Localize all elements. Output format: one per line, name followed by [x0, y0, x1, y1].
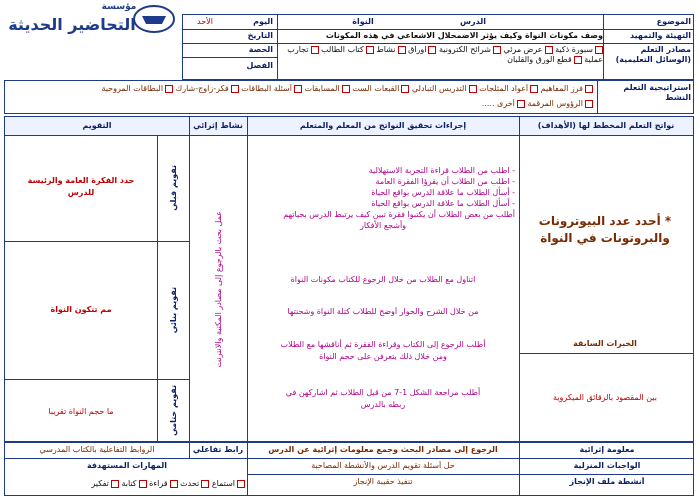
assessment-text-formative: مم تتكون النواة [50, 305, 112, 314]
strategy-list-2 [9, 99, 593, 111]
prior-text: بين المقصود بالرقائق الميكروية [553, 393, 657, 402]
procedure-block-3: من خلال الشرح والحوار أوضح للطلاب كتلة النواة وشحنتها [287, 307, 479, 316]
procedural-text: الرجوع إلى مصادر البحث وجمع معلومات إثرائية عن الدرس [268, 445, 498, 454]
day-label: اليوم [253, 17, 273, 26]
skill-item[interactable]: استماع [212, 479, 245, 488]
interactive-text[interactable]: الروابط التفاعلية بالكتاب المدرسي [39, 445, 155, 454]
procedure-line: ربطه بالدرس [360, 400, 406, 409]
resource-list [283, 45, 603, 67]
resource-item[interactable]: شرائح الكترونية [439, 45, 501, 54]
outcome-main: * أحدد عدد البيوترونات والبروتونات في النواة [538, 214, 672, 245]
procedure-line: أطلب الرجوع إلى الكتاب وقراءة الفقرة ثم أناقشها مع الطلاب [280, 340, 486, 349]
col-header-outcomes: نواتج التعلم المخطط لها (الأهداف) [519, 117, 693, 135]
strategy-item[interactable]: القبعات الست [352, 84, 409, 93]
intro-label: التهيئة والتمهيد [630, 31, 691, 40]
main-table [4, 116, 694, 442]
interactive-label: رابط تفاعلي [192, 445, 244, 454]
strategy-item[interactable]: البطاقات المروحية [101, 84, 173, 93]
skills-list [9, 479, 245, 491]
resource-item[interactable]: نشاط [376, 45, 405, 54]
resources-label: مصادر التعلم (الوسائل التعليمية) [615, 45, 691, 64]
class-label: الفصل [246, 61, 273, 70]
procedure-line: أطلب من بعض الطلاب أن يكتبوا فقرة تبين كيف يرتبط الدرس بحياتهم [283, 210, 515, 219]
period-label: الحصة [248, 45, 273, 54]
homework-label: الواجبات المنزلية [573, 461, 641, 470]
procedure-block-5 [251, 387, 515, 411]
skill-item[interactable]: تفكير [91, 479, 119, 488]
logo-line1: مؤسسة [101, 2, 137, 12]
procedure-line: - اطلب من الطلاب أن يقرؤا الفقرة العامة [375, 177, 515, 186]
procedure-block-1 [251, 165, 515, 239]
homework-text: حل أسئلة تقويم الدرس والأنشطة المصاحبة [311, 461, 455, 470]
col-header-procedures: إجراءات تحقيق النواتج من المعلم والمتعلم [247, 117, 519, 135]
resource-item[interactable]: عرض مرئي [504, 45, 553, 54]
subject-value: الدرس [459, 17, 486, 26]
strategy-item[interactable]: المسابقات [305, 84, 350, 93]
strategy-label: استراتيجية التعلم النشط [623, 83, 691, 102]
skill-item[interactable]: كتابة [121, 479, 146, 488]
resource-item[interactable]: قطع الورق والقلبان [507, 55, 582, 64]
col-header-enrichment: نشاط إثرائي [189, 117, 247, 135]
strategy-item[interactable]: أخرى ..... [482, 99, 525, 108]
resource-item[interactable]: تجارب عملية [287, 45, 603, 64]
strategy-item[interactable]: أسئلة البطاقات [241, 84, 302, 93]
intro-text: وصف مكونات النواة وكيف يؤثر الاضمحلال الاشعاعي في هذه المكونات [325, 31, 603, 40]
assessment-label-pre: تقويم قبلي [168, 165, 178, 211]
procedure-block-2: اتناول مع الطلاب من خلال الرجوع للكتاب مكونات النواة [290, 275, 476, 284]
strategy-item[interactable]: الرؤوس المرقمة [527, 99, 593, 108]
subject-title: النواة [352, 17, 374, 26]
prior-label: الخبرات السابقة [573, 339, 637, 348]
assessment-label-final: تقويم ختامي [168, 384, 178, 436]
strategy-item[interactable]: التدريس التبادلي [412, 84, 477, 93]
strategy-item[interactable]: فكر-زاوج-شارك [176, 84, 239, 93]
day-value: الأحد [197, 17, 213, 26]
assessment-text-final: ما حجم النواة تقريبا [48, 407, 114, 416]
skill-item[interactable]: تحدث [180, 479, 209, 488]
header-table [182, 14, 694, 80]
assessment-label-formative: تقويم بنائي [168, 286, 178, 334]
enrichment-cell [191, 141, 245, 437]
procedure-line: ومن خلال ذلك يتعرفن على حجم النواة [319, 352, 447, 361]
strategy-item[interactable]: أعواد المثلجات [479, 84, 538, 93]
portfolio-label: أنشطة ملف الإنجاز [569, 477, 645, 486]
skill-item[interactable]: قراءة [149, 479, 177, 488]
resource-item[interactable]: كتاب الطالب [321, 45, 374, 54]
enrichment-text: عمل بحث بالرجوع إلى مصادر المكتبة والانترنت [213, 210, 223, 368]
subject-label: الموضوع [656, 17, 691, 26]
procedure-line: - أسأل الطلاب ما علاقة الدرس بواقع الحياة [371, 188, 515, 197]
col-header-assessment: التقويم [5, 117, 189, 135]
logo-line2: التحاضير الحديثة [8, 15, 136, 34]
procedure-block-4 [251, 339, 515, 363]
date-label: التاريخ [247, 31, 273, 40]
resource-item[interactable]: اوراق [408, 45, 436, 54]
resource-item[interactable]: سبورة ذكية [555, 45, 603, 54]
skills-label: المهارات المستهدفة [86, 461, 168, 470]
strategy-item[interactable]: فرز المفاهيم [541, 84, 593, 93]
procedure-line: وأشجع الأفكار [359, 221, 407, 230]
procedure-line: - أسأل الطلاب ما علاقة الدرس بواقع الحياة [371, 199, 515, 208]
procedural-label: معلومة إثرائية [579, 445, 635, 454]
assessment-text-pre: حدد الفكرة العامة والرئيسة للدرس [27, 176, 135, 197]
procedure-line: أطلب مراجعة الشكل 1-7 من قبل الطلاب ثم اشاركهن في [285, 388, 481, 397]
strategy-list-1 [9, 84, 593, 96]
footer-table [4, 442, 694, 496]
logo [2, 2, 180, 38]
strategy-row [4, 80, 694, 114]
portfolio-text: تنفيذ حقيبة الإنجاز [353, 477, 413, 486]
procedure-line: - اطلب من الطلاب قراءة التجربة الاستهلالية [368, 166, 515, 175]
